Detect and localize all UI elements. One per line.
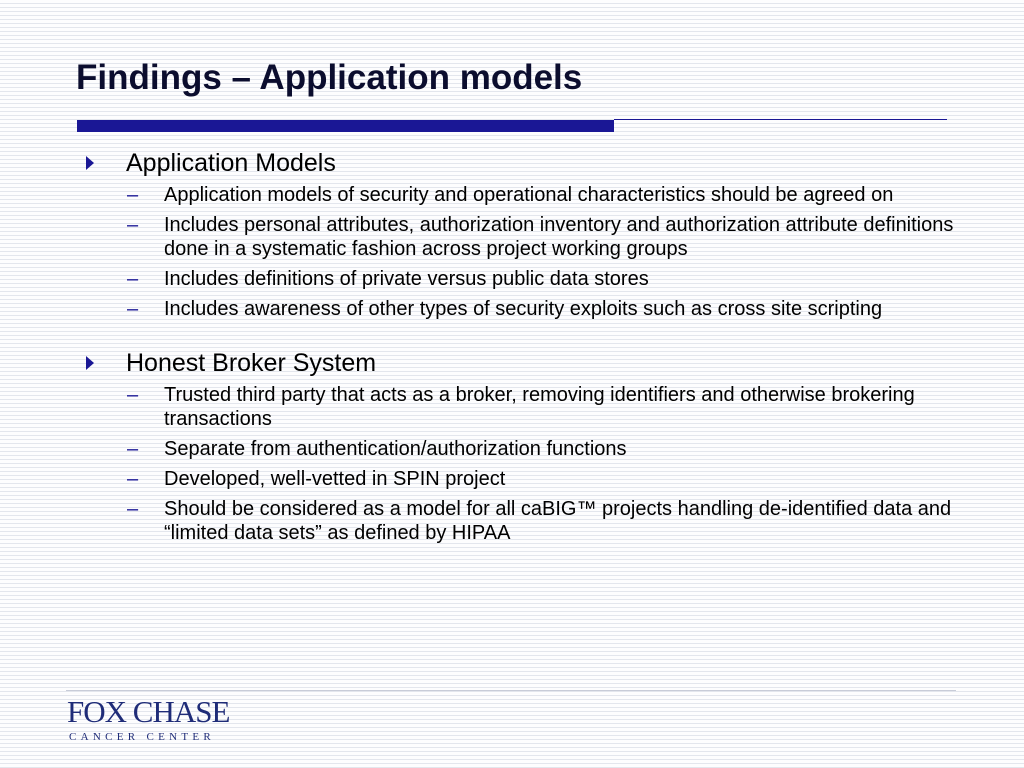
dash-bullet: – [127,184,139,206]
bullet-level2 [84,497,964,545]
dash-bullet: – [127,268,139,290]
dash-bullet: – [127,298,139,320]
dash-bullet: – [127,438,139,460]
logo-main-text: FOX CHASE [67,694,230,729]
footer-divider [66,690,956,691]
bullet-text: Should be considered as a model for all caBIG™ projects handling de-identified data and “limited data sets” as defined by HIPAA [164,498,952,544]
triangle-bullet-icon [86,156,94,170]
bullet-level2 [84,183,964,207]
fox-chase-logo [67,695,229,744]
bullet-level2 [84,297,964,321]
bullet-level1 [84,348,964,378]
dash-bullet: – [127,384,139,406]
title-underline-thin [614,119,947,120]
bullet-text: Includes awareness of other types of security exploits such as cross site scripting [164,298,883,320]
title-underline-bar [77,120,614,132]
dash-bullet: – [127,468,139,490]
section-heading: Honest Broker System [126,349,377,377]
bullet-level2 [84,267,964,291]
bullet-text: Includes definitions of private versus public data stores [164,268,649,290]
section-application-models [84,148,964,321]
section-heading: Application Models [126,149,336,177]
bullet-text: Application models of security and operational characteristics should be agreed on [164,184,894,206]
dash-bullet: – [127,498,139,520]
slide-body [84,148,964,551]
bullet-level2 [84,383,964,431]
bullet-level2 [84,467,964,491]
bullet-level1 [84,148,964,178]
slide-title: Findings – Application models [76,58,583,97]
bullet-text: Includes personal attributes, authorization inventory and authorization attribute definitions done in a systematic fashion across project working groups [164,214,954,260]
bullet-text: Separate from authentication/authorization functions [164,438,627,460]
logo-sub-text: CANCER CENTER [69,731,216,743]
triangle-bullet-icon [86,356,94,370]
dash-bullet: – [127,214,139,236]
section-honest-broker [84,348,964,545]
bullet-text: Developed, well-vetted in SPIN project [164,468,506,490]
bullet-text: Trusted third party that acts as a broker, removing identifiers and otherwise brokering transactions [164,384,915,430]
bullet-level2 [84,213,964,261]
bullet-level2 [84,437,964,461]
